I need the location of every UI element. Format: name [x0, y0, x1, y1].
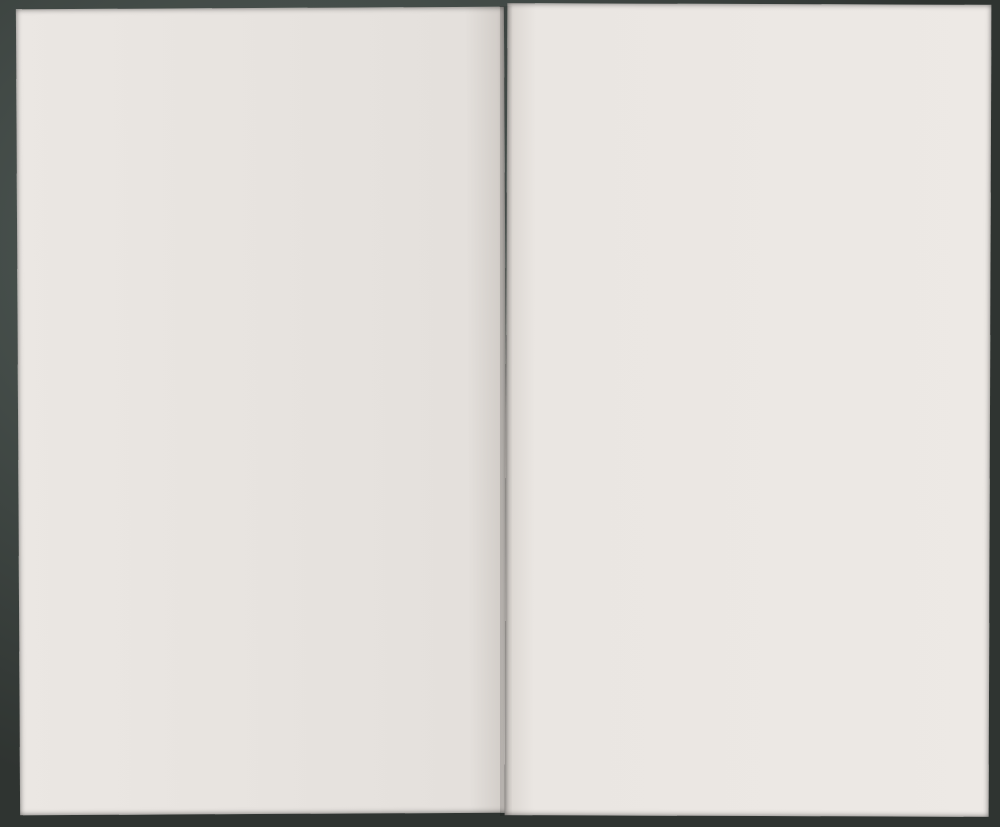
left-page [16, 7, 508, 816]
right-page [505, 3, 992, 817]
book-spine [500, 6, 512, 816]
dictionary-column-1 [96, 52, 292, 70]
